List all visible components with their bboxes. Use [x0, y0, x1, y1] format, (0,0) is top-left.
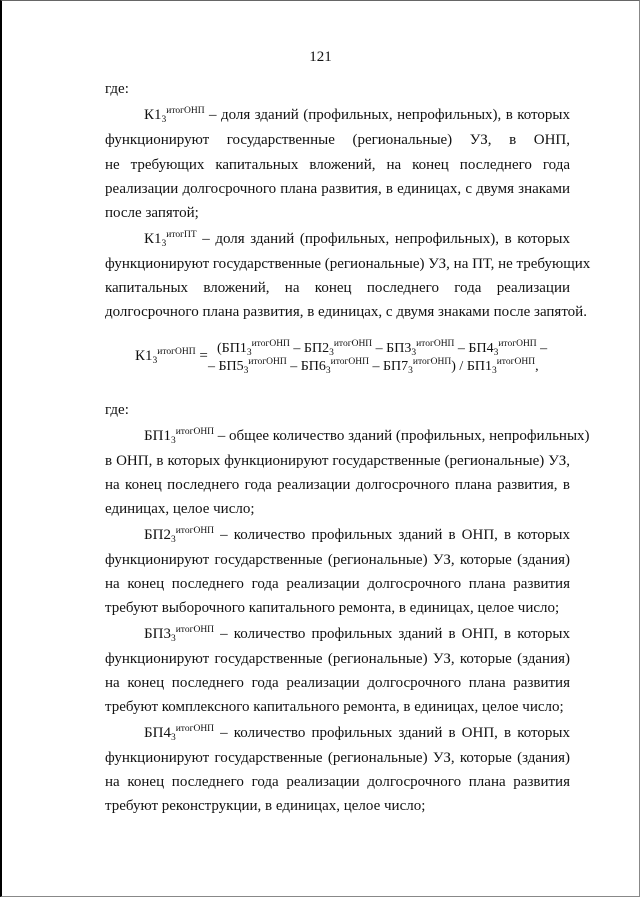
- text-line: на конец последнего года реализации долгосрочного плана развития, в: [105, 477, 570, 493]
- text-line: долгосрочного плана развития, в единицах, с двумя знаками после запятой.: [105, 304, 587, 320]
- text-line: на конец последнего года реализации долгосрочного плана развития: [105, 774, 570, 790]
- formula-line-1: ($БП1_3^{итогОНП} - БП2_3^{итогОНП} - БП3_3^{итогОНП} - БП4_3^{итогОНП}$ –: [217, 339, 548, 358]
- text-line: капитальных вложений, на конец последнего года реализации: [105, 280, 570, 296]
- text-line: единицах, целое число;: [105, 501, 255, 517]
- definition-bp4: $БП4_3^{итогОНП}$ – количество профильных зданий в ОНП, в которых: [144, 724, 570, 743]
- text-line: на конец последнего года реализации долгосрочного плана развития: [105, 576, 570, 592]
- definition-bp1: $БП1_3^{итогОНП}$ – общее количество зданий (профильных, непрофильных): [144, 427, 590, 446]
- definition-k1-pt: $К1_3^{итогПТ}$ – доля зданий (профильных, непрофильных), в которых: [144, 230, 570, 249]
- where-label: где:: [105, 402, 129, 418]
- text-line: требуют комплексного капитального ремонта, в единицах, целое число;: [105, 699, 564, 715]
- formula-lhs: $К1_3^{итогОНП}$ =: [135, 347, 208, 366]
- text-line: требуют выборочного капитального ремонта, в единицах, целое число;: [105, 600, 560, 616]
- formula-line-2: – $БП5_3^{итогОНП} - БП6_3^{итогОНП} - БП7_3^{итогОНП}) / БП1_3^{итогОНП}$,: [208, 357, 539, 376]
- text-line: функционируют государственные (региональные) УЗ, которые (здания): [105, 552, 570, 568]
- text-line: функционируют государственные (региональные) УЗ, в ОНП,: [105, 132, 570, 148]
- text-line: функционируют государственные (региональные) УЗ, которые (здания): [105, 651, 570, 667]
- text-line: требуют реконструкции, в единицах, целое число;: [105, 798, 426, 814]
- text-line: после запятой;: [105, 205, 199, 221]
- definition-bp2: $БП2_3^{итогОНП}$ – количество профильных зданий в ОНП, в которых: [144, 526, 570, 545]
- text-line: на конец последнего года реализации долгосрочного плана развития: [105, 675, 570, 691]
- where-label: где:: [105, 81, 129, 97]
- text-line: в ОНП, в которых функционируют государственные (региональные) УЗ,: [105, 453, 570, 469]
- text-line: функционируют государственные (региональные) УЗ, на ПТ, не требующих: [105, 256, 591, 272]
- text-line: функционируют государственные (региональные) УЗ, которые (здания): [105, 750, 570, 766]
- text-line: реализации долгосрочного плана развития, в единицах, с двумя знаками: [105, 181, 570, 197]
- definition-bp3: $БП3_3^{итогОНП}$ – количество профильных зданий в ОНП, в которых: [144, 625, 570, 644]
- page-number: 121: [309, 49, 332, 65]
- definition-k1-onp: $К1_3^{итогОНП}$ – доля зданий (профильных, непрофильных), в которых: [144, 106, 570, 125]
- text-line: не требующих капитальных вложений, на конец последнего года: [105, 157, 570, 173]
